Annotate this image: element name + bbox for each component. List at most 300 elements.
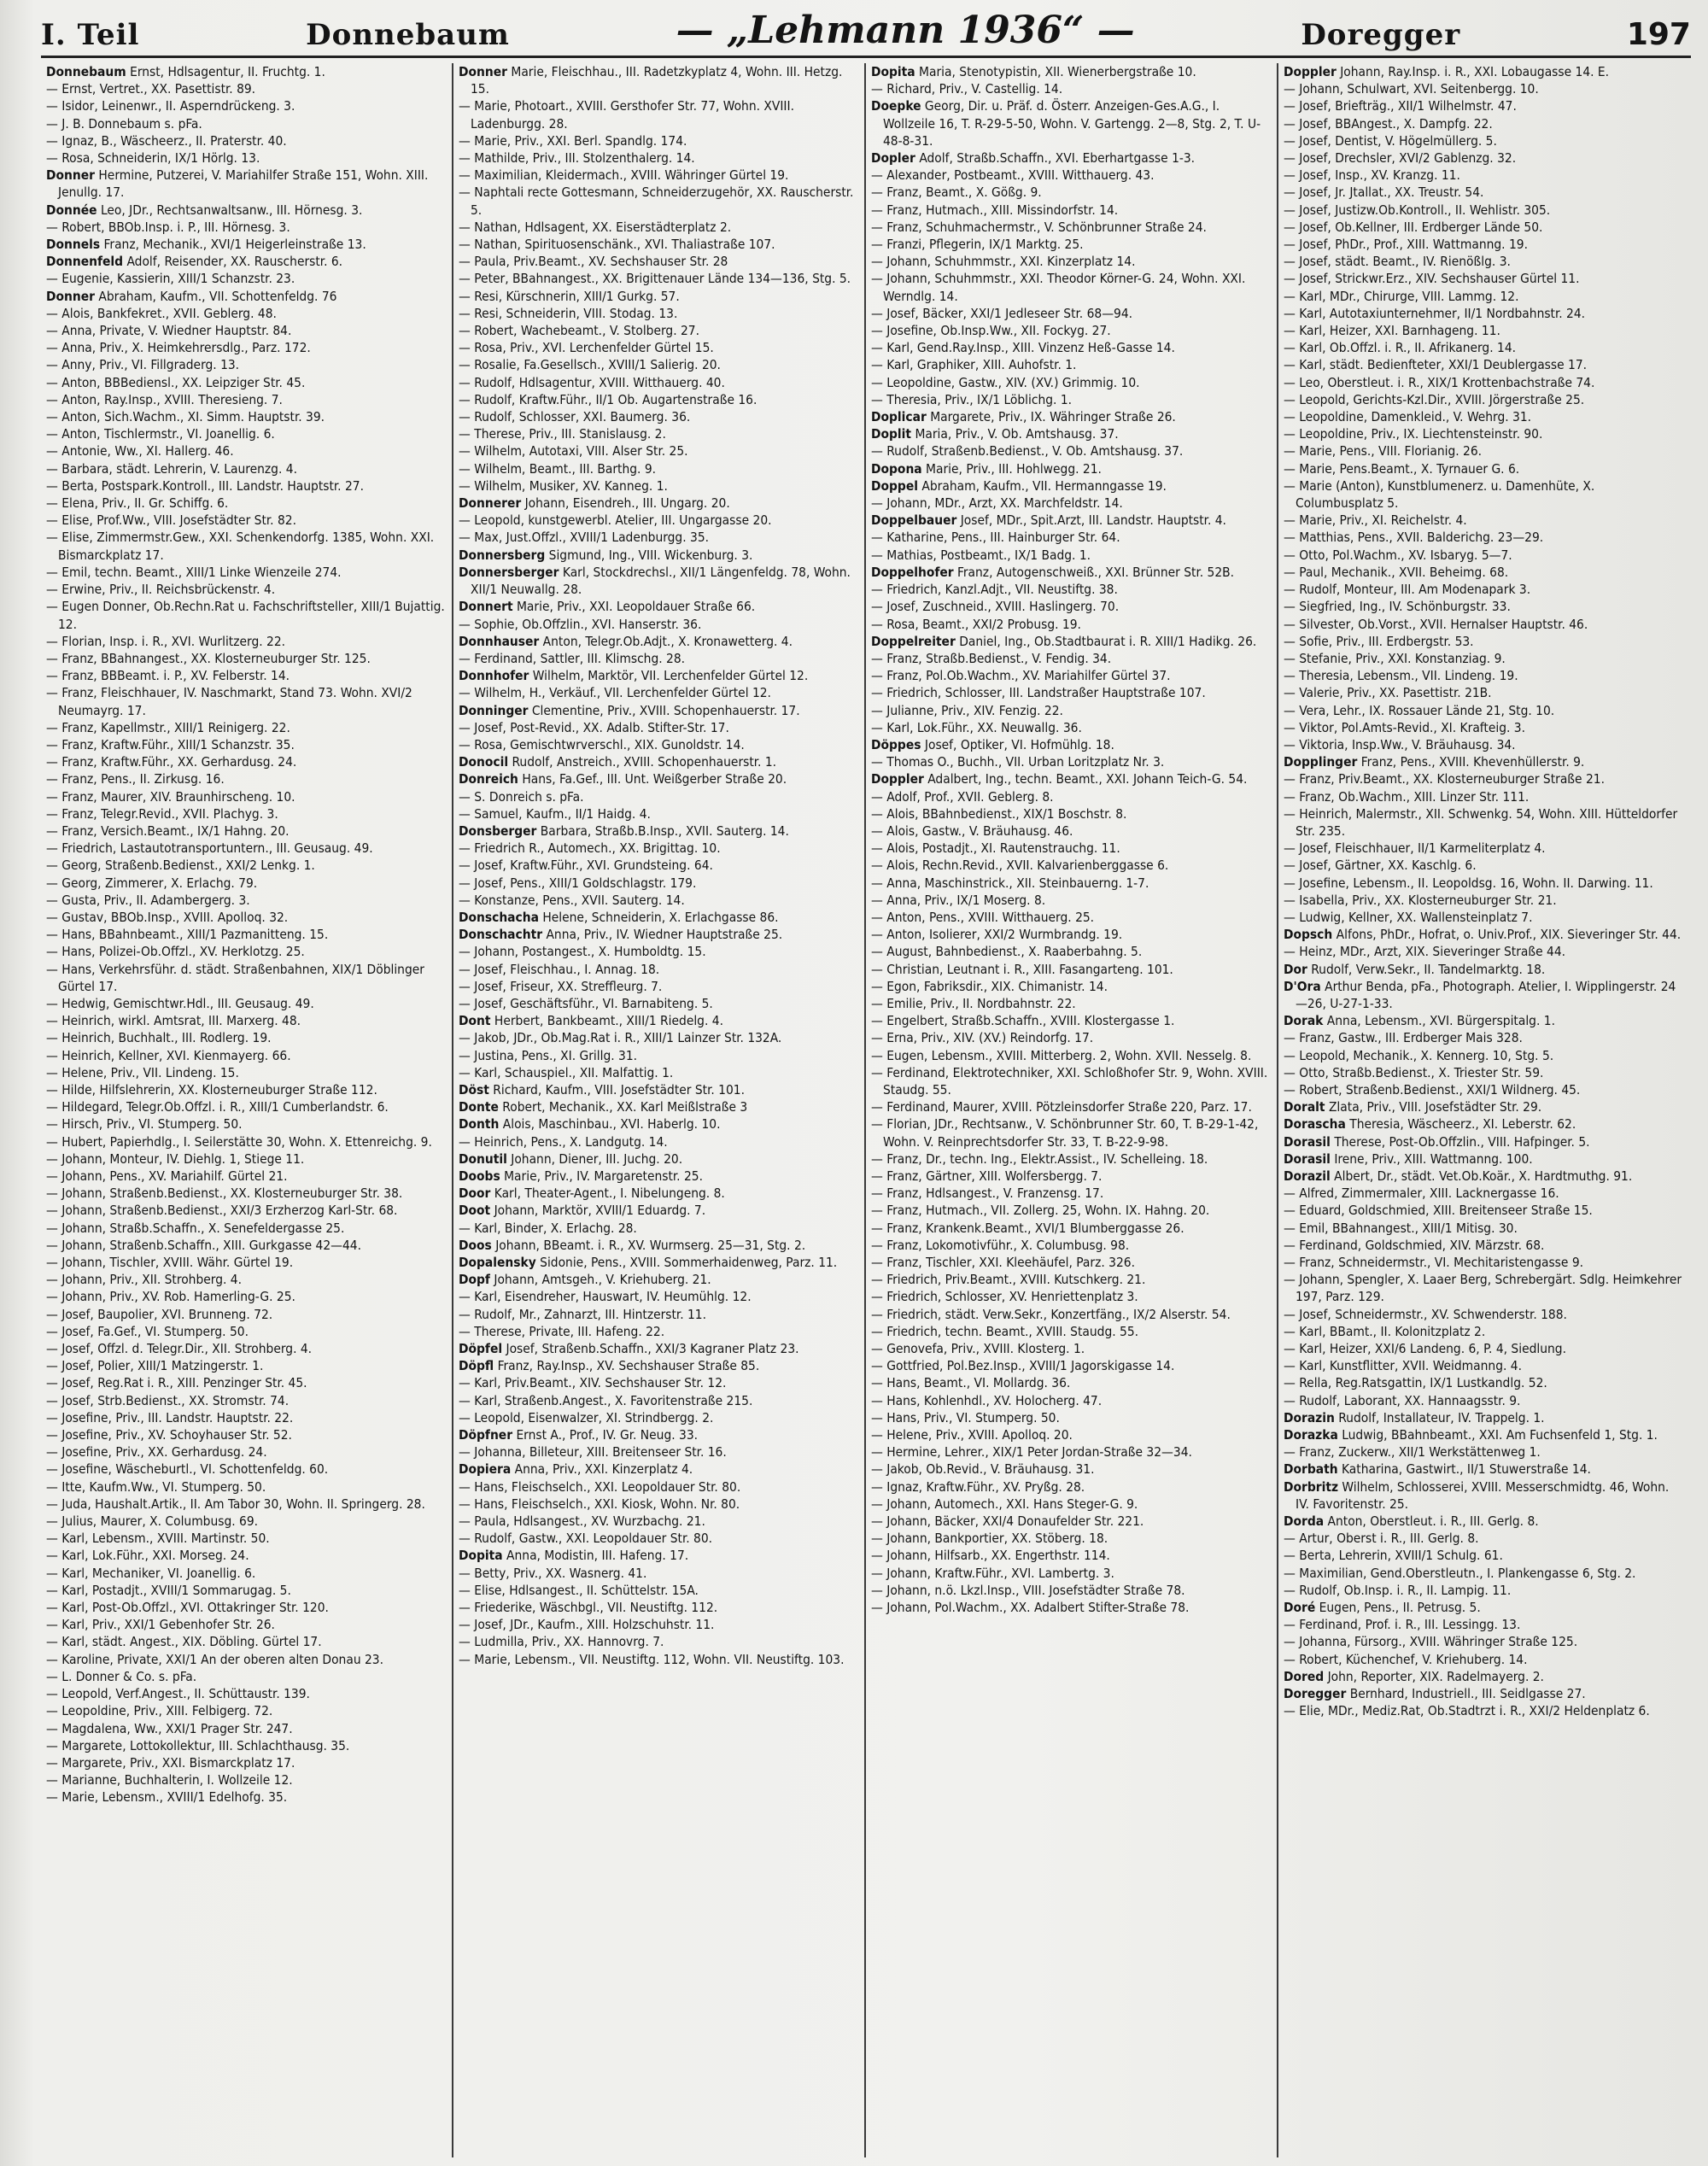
entry-details: Rudolf, Installateur, IV. Trappelg. 1. — [1338, 1409, 1545, 1425]
entry-details: Rudolf, Anstreich., XVIII. Schopenhauerstr. 1. — [512, 754, 777, 770]
directory-entry — [871, 736, 1270, 753]
entry-surname: Dopita — [459, 1548, 503, 1564]
directory-entry — [871, 702, 1270, 719]
entry-details: — Rudolf, Laborant, XX. Hannaagsstr. 9. — [1284, 1392, 1521, 1408]
directory-entry — [871, 805, 1270, 822]
directory-entry — [1284, 1168, 1684, 1185]
directory-entry — [46, 1720, 445, 1737]
directory-entry — [46, 1340, 445, 1357]
entry-surname: Döpfel — [459, 1341, 503, 1357]
directory-entry — [46, 1133, 445, 1150]
entry-details: — Rosalie, Fa.Gesellsch., XVIII/1 Salierig. 20. — [459, 357, 721, 373]
entry-surname: Donnebaum — [46, 64, 126, 79]
directory-entry — [459, 875, 857, 892]
entry-details: — Josef, Kraftw.Führ., XVI. Grundsteing. 64. — [459, 858, 713, 874]
entry-details: — Karl, Schauspiel., XII. Malfattig. 1. — [459, 1064, 674, 1080]
directory-entry — [871, 770, 1270, 787]
directory-entry — [1284, 391, 1684, 408]
entry-surname: Doobs — [459, 1168, 500, 1184]
entry-details: — Friedrich R., Automech., XX. Brigittag. 10. — [459, 840, 721, 857]
entry-details: — Engelbert, Straßb.Schaffn., XVIII. Klostergasse 1. — [871, 1013, 1175, 1029]
entry-details: Helene, Schneiderin, X. Erlachgasse 86. — [542, 909, 779, 925]
directory-entry — [1284, 978, 1684, 1012]
entry-details: — Franz, Versich.Beamt., IX/1 Hahng. 20. — [46, 822, 290, 839]
entry-details: — Anny, Priv., VI. Fillgraderg. 13. — [46, 357, 240, 373]
entry-details: — Julianne, Priv., XIV. Fenzig. 22. — [871, 702, 1063, 718]
entry-details: — Friedrich, Priv.Beamt., XVIII. Kutschkerg. 21. — [871, 1272, 1146, 1288]
entry-details: — Vera, Lehr., IX. Rossauer Lände 21, Stg. 10. — [1284, 702, 1555, 718]
entry-surname: Dorak — [1284, 1013, 1324, 1029]
entry-details: — Johann, Tischler, XVIII. Währ. Gürtel 19. — [46, 1255, 294, 1271]
entry-details: — Josef, Fa.Gef., VI. Stumperg. 50. — [46, 1323, 249, 1339]
directory-entry — [871, 1547, 1270, 1564]
directory-entry — [871, 1185, 1270, 1202]
directory-entry — [459, 719, 857, 736]
entry-details: — Max, Just.Offzl., XVIII/1 Ladenburgg. 35. — [459, 530, 710, 546]
entry-details: Marie, Fleischhau., III. Radetzkyplatz 4, Wohn. III. Hetzg. 15. — [471, 64, 843, 97]
directory-entry — [871, 1064, 1270, 1098]
entry-details: — Berta, Lehrerin, XVIII/1 Schulg. 61. — [1284, 1548, 1503, 1564]
directory-entry — [46, 1426, 445, 1443]
entry-details: — Karl, MDr., Chirurge, VIII. Lammg. 12. — [1284, 288, 1519, 304]
entry-details: — Viktoria, Insp.Ww., V. Bräuhausg. 34. — [1284, 736, 1516, 752]
entry-details: — Ferdinand, Maurer, XVIII. Pötzleinsdorfer Straße 220, Parz. 17. — [871, 1099, 1252, 1115]
entry-details: — Johann, Kraftw.Führ., XVI. Lambertg. 3. — [871, 1565, 1114, 1581]
entry-details: — Ferdinand, Elektrotechniker, XXI. Schloßhofer Str. 9, Wohn. XVIII. Staudg. 55. — [871, 1064, 1268, 1098]
entry-details: — Thomas O., Buchh., VII. Urban Loritzplatz Nr. 3. — [871, 754, 1165, 770]
directory-entry — [1284, 1530, 1684, 1547]
directory-entry — [1284, 1651, 1684, 1668]
entry-details: — Eugen Donner, Ob.Rechn.Rat u. Fachschriftsteller, XIII/1 Bujattig. 12. — [46, 599, 445, 632]
directory-entry — [1284, 80, 1684, 97]
directory-entry — [46, 97, 445, 114]
entry-details: — Anton, Isolierer, XXI/2 Wurmbrandg. 19. — [871, 927, 1123, 943]
entry-details: — Leo, Oberstleut. i. R., XIX/1 Krottenbachstraße 74. — [1284, 374, 1595, 390]
entry-details: — Helene, Priv., XVIII. Apolloq. 20. — [871, 1427, 1073, 1443]
directory-entry — [46, 1565, 445, 1582]
entry-details: — Karl, Heizer, XXI. Barnhageng. 11. — [1284, 323, 1500, 339]
entry-details: Herbert, Bankbeamt., XIII/1 Riedelg. 4. — [494, 1013, 723, 1029]
entry-details: — Josef, Geschäftsführ., VI. Barnabiteng. 5. — [459, 995, 713, 1011]
entry-surname: Dopiera — [459, 1461, 512, 1478]
entry-details: — Ferdinand, Goldschmied, XIV. Märzstr. 68. — [1284, 1237, 1545, 1253]
entry-details: — Josef, Drechsler, XVI/2 Gablenzg. 32. — [1284, 150, 1517, 167]
directory-entry — [459, 1565, 857, 1582]
entry-surname: Dor — [1284, 961, 1307, 977]
entry-surname: Dont — [459, 1013, 491, 1029]
entry-details: — Josef, städt. Beamt., IV. Rienößlg. 3. — [1284, 254, 1511, 270]
entry-details: — Johann, Postangest., X. Humboldtg. 15. — [459, 944, 706, 960]
entry-details: — Franz, Dr., techn. Ing., Elektr.Assist., IV. Schelleing. 18. — [871, 1150, 1208, 1167]
directory-entry — [459, 770, 857, 787]
entry-details: — Josefine, Wäscheburtl., VI. Schottenfeldg. 60. — [46, 1461, 329, 1478]
entry-details: — Robert, Straßenb.Bedienst., XXI/1 Wildnerg. 45. — [1284, 1081, 1581, 1098]
entry-details: — Friedrich, Schlosser, XV. Henriettenplatz 3. — [871, 1289, 1138, 1305]
entry-details: — Franz, Zuckerw., XII/1 Werkstättenweg 1. — [1284, 1444, 1541, 1461]
entry-details: — Hedwig, Gemischtwr.Hdl., III. Geusaug. 49. — [46, 995, 314, 1011]
directory-entry — [871, 1461, 1270, 1478]
entry-details: Franz, Autogenschweiß., XXI. Brünner Str. 52B. — [957, 564, 1235, 580]
entry-surname: Dopita — [871, 64, 915, 79]
entry-details: Margarete, Priv., IX. Währinger Straße 26. — [930, 409, 1176, 425]
entry-details: — Betty, Priv., XX. Wasnerg. 41. — [459, 1565, 647, 1581]
directory-entry — [871, 581, 1270, 598]
entry-details: Anna, Priv., XXI. Kinzerplatz 4. — [514, 1461, 693, 1478]
entry-details: — Josef, PhDr., Prof., XIII. Wattmanng. 19. — [1284, 237, 1528, 253]
entry-details: — Marianne, Buchhalterin, I. Wollzeile 12. — [46, 1772, 293, 1788]
directory-entry — [46, 425, 445, 442]
entry-details: John, Reporter, XIX. Radelmayerg. 2. — [1327, 1668, 1544, 1684]
directory-entry — [1284, 943, 1684, 960]
entry-details: — Heinrich, Pens., X. Landgutg. 14. — [459, 1133, 668, 1150]
entry-details: — Hirsch, Priv., VI. Stumperg. 50. — [46, 1116, 243, 1133]
entry-details: — Rudolf, Mr., Zahnarzt, III. Hintzerstr. 11. — [459, 1306, 707, 1322]
directory-entry — [871, 512, 1270, 529]
entry-surname: Doepke — [871, 98, 921, 114]
entry-details: Marie, Priv., IV. Margaretenstr. 25. — [504, 1168, 703, 1184]
entry-details: Franz, Pens., XVIII. Khevenhüllerstr. 9. — [1360, 754, 1585, 770]
directory-entry — [1284, 288, 1684, 305]
entry-surname: Donner — [46, 288, 95, 304]
entry-details: — Alois, Rechn.Revid., XVII. Kalvarienberggasse 6. — [871, 858, 1169, 874]
directory-entry — [459, 270, 857, 287]
directory-entry — [871, 529, 1270, 546]
directory-entry — [1284, 1461, 1684, 1478]
entry-details: — Richard, Priv., V. Castellig. 14. — [871, 81, 1063, 97]
directory-entry — [459, 840, 857, 857]
directory-entry — [459, 1047, 857, 1064]
directory-entry — [871, 408, 1270, 425]
directory-entry — [1284, 1478, 1684, 1513]
directory-entry — [459, 63, 857, 97]
entry-details: Richard, Kaufm., VIII. Josefstädter Str. 101. — [493, 1081, 745, 1098]
directory-entry — [46, 115, 445, 132]
entry-details: — Franz, Hutmach., VII. Zollerg. 25, Wohn. IX. Hahng. 20. — [871, 1203, 1210, 1219]
entry-details: — Mathias, Postbeamt., IX/1 Badg. 1. — [871, 547, 1091, 563]
directory-entry — [46, 356, 445, 373]
entry-details: — Franz, Pens., II. Zirkusg. 16. — [46, 771, 225, 787]
directory-entry — [871, 167, 1270, 184]
entry-details: — Josef, Justizw.Ob.Kontroll., II. Wehlistr. 305. — [1284, 202, 1551, 218]
directory-entry — [1284, 1237, 1684, 1254]
directory-entry — [1284, 219, 1684, 236]
directory-entry — [459, 460, 857, 477]
entry-surname: Donth — [459, 1116, 500, 1133]
directory-entry — [1284, 875, 1684, 892]
entry-details: — Johann, Straßb.Schaffn., X. Senefeldergasse 25. — [46, 1220, 345, 1236]
directory-entry — [459, 564, 857, 598]
directory-entry — [459, 356, 857, 373]
directory-entry — [871, 253, 1270, 270]
entry-details: — Heinrich, wirkl. Amtsrat, III. Marxerg. 48. — [46, 1013, 301, 1029]
directory-entry — [1284, 788, 1684, 805]
directory-entry — [1284, 857, 1684, 874]
entry-details: — Johann, Priv., XII. Strohberg. 4. — [46, 1272, 242, 1288]
directory-entry — [46, 1461, 445, 1478]
entry-details: Johann, BBeamt. i. R., XV. Wurmserg. 25—31, Stg. 2. — [495, 1237, 806, 1253]
directory-entry — [46, 1168, 445, 1185]
directory-entry — [459, 219, 857, 236]
directory-entry — [46, 202, 445, 219]
entry-surname: Dopona — [871, 460, 922, 477]
directory-entry — [871, 1513, 1270, 1530]
directory-entry — [1284, 684, 1684, 701]
entry-details: — Samuel, Kaufm., II/1 Haidg. 4. — [459, 805, 651, 822]
directory-entry — [46, 1064, 445, 1081]
directory-entry — [1284, 1599, 1684, 1616]
directory-entry — [459, 1443, 857, 1461]
directory-entry — [871, 1150, 1270, 1168]
directory-entry — [459, 1115, 857, 1133]
entry-details: — Friedrich, Schlosser, III. Landstraßer Hauptstraße 107. — [871, 685, 1206, 701]
entry-surname: Dorazin — [1284, 1409, 1335, 1425]
entry-details: — Johann, Schuhmmstr., XXI. Kinzerplatz 14. — [871, 254, 1136, 270]
entry-details: — Hans, Priv., VI. Stumperg. 50. — [871, 1409, 1060, 1425]
entry-details: — Wilhelm, Musiker, XV. Kanneg. 1. — [459, 477, 668, 494]
entry-details: — Florian, Insp. i. R., XVI. Wurlitzerg. 22. — [46, 633, 286, 649]
directory-entry — [459, 132, 857, 149]
entry-details: Leo, JDr., Rechtsanwaltsanw., III. Hörnesg. 3. — [100, 202, 363, 218]
directory-entry — [871, 1323, 1270, 1340]
entry-details: — Jakob, Ob.Revid., V. Bräuhausg. 31. — [871, 1461, 1095, 1478]
entry-surname: Dopplinger — [1284, 754, 1358, 770]
entry-details: — Karl, Graphiker, XIII. Auhofstr. 1. — [871, 357, 1077, 373]
directory-entry — [871, 598, 1270, 615]
directory-entry — [871, 943, 1270, 960]
directory-entry — [459, 1513, 857, 1530]
entry-details: — Mathilde, Priv., III. Stolzenthalerg. 14. — [459, 150, 695, 167]
directory-entry — [46, 495, 445, 512]
entry-details: — Johann, Monteur, IV. Diehlg. 1, Stiege 11. — [46, 1150, 305, 1167]
entry-details: — Ludmilla, Priv., XX. Hannovrg. 7. — [459, 1634, 664, 1650]
entry-details: — Karl, Ob.Offzl. i. R., II. Afrikanerg. 14. — [1284, 340, 1517, 356]
entry-details: — Karl, Heizer, XXI/6 Landeng. 6, P. 4, Siedlung. — [1284, 1341, 1566, 1357]
entry-surname: Doppelbauer — [871, 512, 957, 529]
entry-details: — Margarete, Lottokollektur, III. Schlachthausg. 35. — [46, 1737, 350, 1753]
entry-details: — Franz, Telegr.Revid., XVII. Plachyg. 3. — [46, 805, 278, 822]
directory-entry — [46, 1392, 445, 1409]
entry-details: — Sophie, Ob.Offzlin., XVI. Hanserstr. 36. — [459, 616, 702, 632]
directory-entry — [46, 460, 445, 477]
entry-details: — Artur, Oberst i. R., III. Gerlg. 8. — [1284, 1531, 1479, 1547]
entry-surname: Donocil — [459, 754, 509, 770]
entry-details: — Alois, Bankfekret., XVII. Geblerg. 48. — [46, 305, 277, 321]
directory-entry — [46, 1496, 445, 1513]
entry-details: Zlata, Priv., VIII. Josefstädter Str. 29. — [1328, 1099, 1542, 1115]
directory-entry — [459, 1098, 857, 1115]
entry-details: — Rosa, Beamt., XXI/2 Probusg. 19. — [871, 616, 1081, 632]
directory-entry — [46, 1443, 445, 1461]
entry-details: — Rudolf, Straßenb.Bedienst., V. Ob. Amtshausg. 37. — [871, 443, 1184, 460]
entry-details: — Karl, Lok.Führ., XXI. Morseg. 24. — [46, 1548, 249, 1564]
entry-details: Josef, Optiker, VI. Hofmühlg. 18. — [924, 736, 1114, 752]
entry-details: — Emil, BBahnangest., XIII/1 Mitisg. 30. — [1284, 1220, 1518, 1236]
directory-entry — [871, 1409, 1270, 1426]
entry-details: Daniel, Ing., Ob.Stadtbaurat i. R. XIII/1 Hadikg. 26. — [959, 633, 1257, 649]
directory-entry — [1284, 408, 1684, 425]
entry-details: — Ferdinand, Sattler, III. Klimschg. 28. — [459, 650, 686, 666]
entry-details: — Josef, Strb.Bedienst., XX. Stromstr. 74. — [46, 1392, 290, 1408]
directory-entry — [871, 1098, 1270, 1115]
directory-entry — [1284, 322, 1684, 339]
entry-details: — Ernst, Vertret., XX. Pasettistr. 89. — [46, 81, 256, 97]
directory-entry — [46, 1271, 445, 1288]
directory-entry — [459, 305, 857, 322]
entry-details: — Franz, Pol.Ob.Wachm., XV. Mariahilfer Gürtel 37. — [871, 668, 1171, 684]
entry-details: — Julius, Maurer, X. Columbusg. 69. — [46, 1513, 259, 1530]
entry-details: — Josef, Ob.Kellner, III. Erdberger Lände 50. — [1284, 219, 1543, 235]
directory-entry — [871, 616, 1270, 633]
directory-entry — [46, 442, 445, 460]
entry-details: — Karl, städt. Angest., XIX. Döbling. Gürtel 17. — [46, 1634, 322, 1650]
entry-details: — Rosa, Schneiderin, IX/1 Hörlg. 13. — [46, 150, 260, 167]
directory-entry — [1284, 1565, 1684, 1582]
entry-details: Wilhelm, Marktör, VII. Lerchenfelder Gürtel 12. — [532, 668, 809, 684]
entry-surname: Door — [459, 1185, 491, 1202]
directory-entry — [1284, 1702, 1684, 1719]
entry-details: — Johann, n.ö. Lkzl.Insp., VIII. Josefstädter Straße 78. — [871, 1582, 1185, 1598]
entry-details: — Johann, Straßenb.Schaffn., XIII. Gurkgasse 42—44. — [46, 1237, 362, 1253]
page-number: 197 — [1626, 17, 1691, 52]
entry-details: — Josef, Fleischhau., I. Annag. 18. — [459, 961, 660, 977]
entry-details: — Anton, BBBediensl., XX. Leipziger Str. 45. — [46, 374, 306, 390]
entry-details: — Alfred, Zimmermaler, XIII. Lacknergasse 16. — [1284, 1185, 1559, 1202]
directory-entry — [46, 1029, 445, 1046]
directory-entry — [46, 684, 445, 718]
entry-details: — Sofie, Priv., III. Erdbergstr. 53. — [1284, 633, 1474, 649]
entry-details: — Johann, Bäcker, XXI/4 Donaufelder Str. 221. — [871, 1513, 1144, 1530]
directory-entry — [1284, 1133, 1684, 1150]
entry-surname: Doré — [1284, 1600, 1316, 1616]
directory-entry — [1284, 1185, 1684, 1202]
directory-entry — [871, 684, 1270, 701]
directory-entry — [459, 1496, 857, 1513]
entry-details: Hans, Fa.Gef., III. Unt. Weißgerber Straße 20. — [522, 771, 787, 787]
directory-entry — [459, 822, 857, 840]
entry-surname: Döpfl — [459, 1358, 494, 1374]
entry-surname: Dorazka — [1284, 1427, 1338, 1443]
entry-details: Johann, Amtsgeh., V. Kriehuberg. 21. — [494, 1272, 711, 1288]
directory-entry — [46, 288, 445, 305]
entry-details: Anna, Modistin, III. Hafeng. 17. — [506, 1548, 689, 1564]
directory-entry — [871, 495, 1270, 512]
entry-surname: Doppler — [1284, 64, 1337, 79]
directory-entry — [1284, 753, 1684, 770]
directory-entry — [459, 961, 857, 978]
entry-details: — Ludwig, Kellner, XX. Wallensteinplatz 7. — [1284, 909, 1533, 925]
directory-entry — [871, 840, 1270, 857]
directory-entry — [46, 408, 445, 425]
entry-details: — Robert, Küchenchef, V. Kriehuberg. 14. — [1284, 1651, 1528, 1667]
directory-entry — [46, 1737, 445, 1754]
directory-entry — [46, 875, 445, 892]
entry-details: — Karl, Autotaxiunternehmer, II/1 Nordbahnstr. 24. — [1284, 305, 1586, 321]
entry-details: Abraham, Kaufm., VII. Schottenfeldg. 76 — [98, 288, 337, 304]
entry-details: — Leopoldine, Priv., XIII. Felbigerg. 72. — [46, 1703, 273, 1719]
entry-details: — Johann, MDr., Arzt, XX. Marchfeldstr. 14. — [871, 495, 1123, 512]
directory-entry — [459, 1012, 857, 1029]
entry-details: Irene, Priv., XIII. Wattmanng. 100. — [1334, 1150, 1533, 1167]
entry-details: — Matthias, Pens., XVII. Balderichg. 23—29. — [1284, 530, 1544, 546]
entry-details: — Nathan, Hdlsagent, XX. Eiserstädterplatz 2. — [459, 219, 732, 235]
entry-details: — Otto, Pol.Wachm., XV. Isbaryg. 5—7. — [1284, 547, 1512, 563]
directory-entry — [46, 1081, 445, 1098]
entry-details: — Leopoldine, Damenkleid., V. Wehrg. 31. — [1284, 409, 1532, 425]
directory-entry — [1284, 132, 1684, 149]
entry-details: Adolf, Reisender, XX. Rauscherstr. 6. — [126, 254, 343, 270]
directory-entry — [871, 1340, 1270, 1357]
page-header — [41, 7, 1691, 58]
entry-details: — Josef, Friseur, XX. Streffleurg. 7. — [459, 978, 663, 994]
directory-entry — [871, 1271, 1270, 1288]
directory-entry — [46, 80, 445, 97]
entry-details: — Anton, Pens., XVIII. Witthauerg. 25. — [871, 909, 1095, 925]
directory-entry — [1284, 1271, 1684, 1305]
entry-details: — Anton, Ray.Insp., XVIII. Theresieng. 7. — [46, 391, 283, 407]
entry-details: — Berta, Postspark.Kontroll., III. Landstr. Hauptstr. 27. — [46, 477, 364, 494]
directory-entry — [459, 1288, 857, 1305]
directory-entry — [46, 1115, 445, 1133]
directory-entry — [459, 1133, 857, 1150]
directory-entry — [46, 132, 445, 149]
directory-entry — [1284, 236, 1684, 253]
entry-details: — Marie, Priv., XI. Reichelstr. 4. — [1284, 512, 1467, 529]
entry-details: Anna, Priv., IV. Wiedner Hauptstraße 25. — [546, 927, 783, 943]
entry-details: — Johann, Straßenb.Bedienst., XXI/3 Erzherzog Karl-Str. 68. — [46, 1203, 398, 1219]
entry-details: Franz, Mechanik., XVI/1 Heigerleinstraße 13. — [103, 237, 366, 253]
entry-details: — Franz, Schuhmachermstr., V. Schönbrunner Straße 24. — [871, 219, 1207, 235]
directory-entry — [1284, 63, 1684, 80]
directory-entry — [871, 1306, 1270, 1323]
directory-entry — [1284, 770, 1684, 787]
entry-surname: Donsberger — [459, 822, 537, 839]
directory-entry — [459, 978, 857, 995]
entry-surname: Dopalensky — [459, 1255, 536, 1271]
directory-entry — [46, 770, 445, 787]
directory-entry — [459, 650, 857, 667]
directory-entry — [459, 702, 857, 719]
directory-entry — [871, 97, 1270, 149]
entry-details: — Hans, Polizei-Ob.Offzl., XV. Herklotzg. 25. — [46, 944, 305, 960]
entry-details: — Wilhelm, H., Verkäuf., VII. Lerchenfelder Gürtel 12. — [459, 685, 771, 701]
entry-details: Anton, Oberstleut. i. R., III. Gerlg. 8. — [1327, 1513, 1539, 1530]
directory-entry — [46, 1530, 445, 1547]
directory-entry — [459, 684, 857, 701]
directory-entry — [46, 909, 445, 926]
directory-entry — [1284, 356, 1684, 373]
directory-entry — [46, 995, 445, 1012]
directory-entry — [46, 788, 445, 805]
directory-entry — [459, 1547, 857, 1564]
entry-details: — Otto, Straßb.Bedienst., X. Triester Str. 59. — [1284, 1064, 1544, 1080]
directory-entry — [459, 1461, 857, 1478]
column-1 — [41, 63, 453, 2157]
entry-surname: Donnenfeld — [46, 254, 124, 270]
directory-entry — [871, 633, 1270, 650]
directory-entry — [46, 512, 445, 529]
entry-details: — Karl, Lok.Führ., XX. Neuwallg. 36. — [871, 719, 1082, 735]
entry-details: — Johann, Pens., XV. Mariahilf. Gürtel 21. — [46, 1168, 288, 1184]
directory-entry — [459, 477, 857, 495]
entry-details: Robert, Mechanik., XX. Karl Meißlstraße 3 — [502, 1099, 748, 1115]
entry-details: — Eugen, Lebensm., XVIII. Mitterberg. 2, Wohn. XVII. Nesselg. 8. — [871, 1047, 1252, 1063]
directory-entry — [46, 219, 445, 236]
directory-entry — [46, 374, 445, 391]
entry-surname: Donnhofer — [459, 668, 529, 684]
entry-details: — Josef, JDr., Kaufm., XIII. Holzschuhstr. 11. — [459, 1617, 715, 1633]
entry-surname: Donnert — [459, 599, 513, 615]
directory-entry — [1284, 1392, 1684, 1409]
